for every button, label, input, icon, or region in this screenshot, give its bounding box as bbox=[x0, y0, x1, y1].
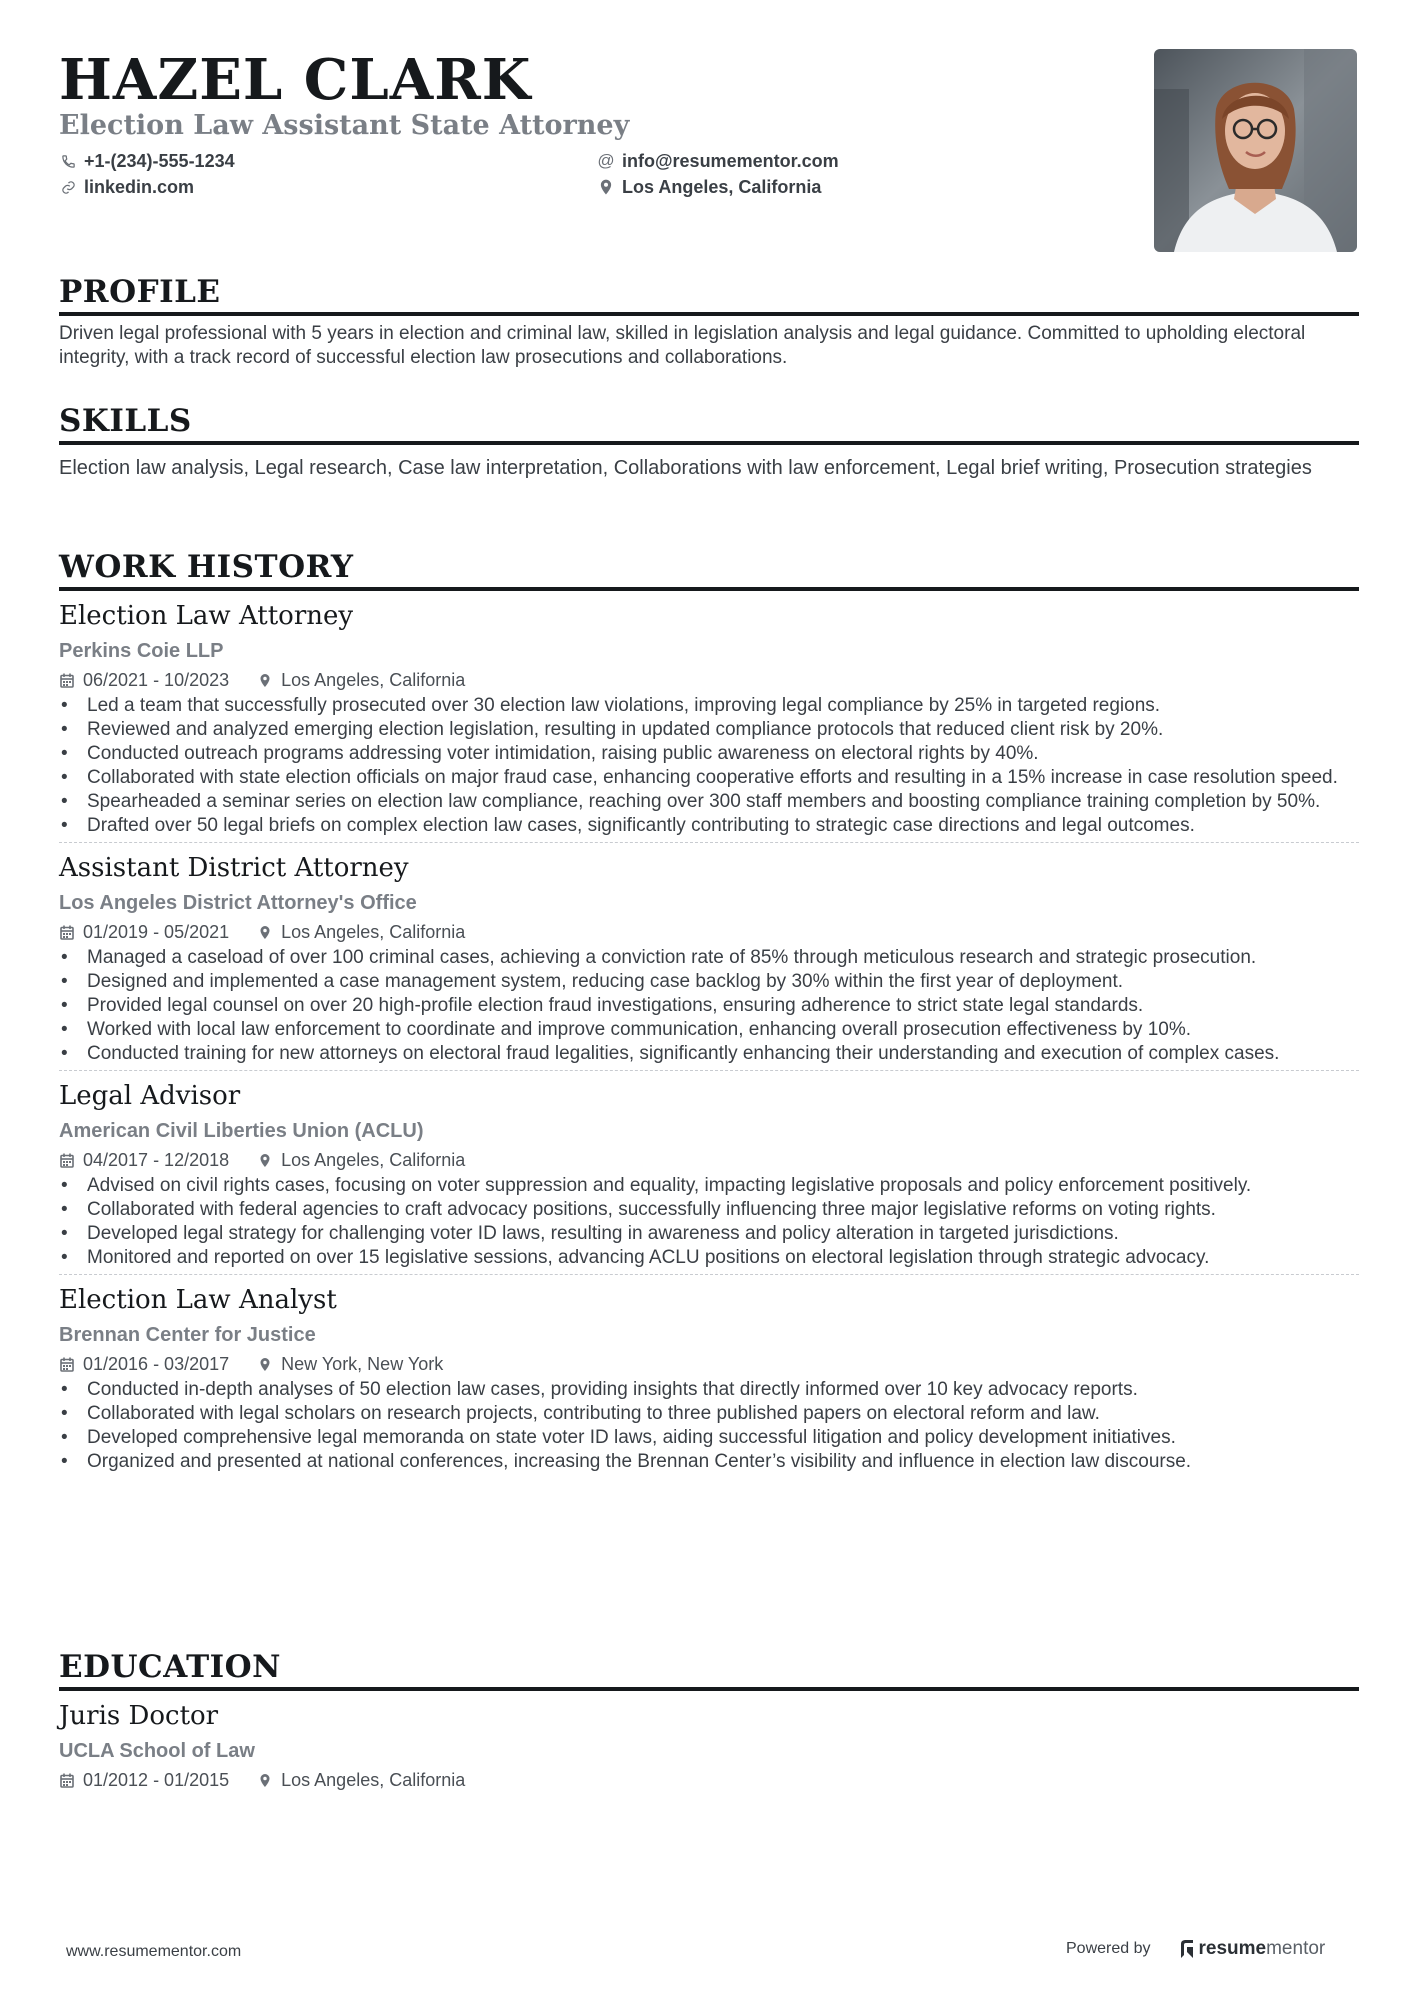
job-dates: 01/2016 - 03/2017 bbox=[83, 1354, 230, 1374]
job-meta bbox=[59, 1352, 1359, 1376]
map-pin-icon bbox=[257, 1152, 273, 1168]
at-icon: @ bbox=[597, 151, 615, 170]
candidate-title: Election Law Assistant State Attorney bbox=[59, 110, 630, 141]
footer-powered-by bbox=[1066, 1938, 1325, 1960]
job-dates: 04/2017 - 12/2018 bbox=[83, 1150, 230, 1170]
job-title: Assistant District Attorney bbox=[59, 853, 409, 883]
skills-section bbox=[59, 403, 1359, 481]
linkedin-text[interactable]: linkedin.com bbox=[84, 177, 195, 197]
job-company: Los Angeles District Attorney's Office bbox=[59, 892, 417, 914]
calendar-icon bbox=[59, 1356, 75, 1372]
school-name: UCLA School of Law bbox=[59, 1740, 255, 1762]
profile-section bbox=[59, 274, 1359, 370]
job-bullet: • Developed comprehensive legal memoranda on state voter ID laws, aiding successful litigation and policy development initiatives. bbox=[59, 1426, 1359, 1450]
education-section bbox=[59, 1649, 1359, 1796]
candidate-name: HAZEL CLARK bbox=[59, 47, 532, 113]
job-dates: 06/2021 - 10/2023 bbox=[83, 670, 230, 690]
contact-left bbox=[59, 148, 235, 200]
job-location-text: Los Angeles, California bbox=[281, 922, 466, 942]
job-location-text: Los Angeles, California bbox=[281, 1150, 466, 1170]
calendar-icon bbox=[59, 672, 75, 688]
resume-header bbox=[59, 0, 1359, 260]
job-bullet: • Designed and implemented a case management system, reducing case backlog by 30% within the first year of deployment. bbox=[59, 970, 1359, 994]
work-history-section bbox=[59, 549, 1359, 1478]
skills-text: Election law analysis, Legal research, Case law interpretation, Collaborations with law enforcement, Legal brief writing, Prosecution strategies bbox=[59, 457, 1312, 479]
brand-logo[interactable] bbox=[1179, 1938, 1326, 1960]
map-pin-icon bbox=[257, 672, 273, 688]
calendar-icon bbox=[59, 924, 75, 940]
education-dates: 01/2012 - 01/2015 bbox=[83, 1770, 230, 1790]
calendar-icon bbox=[59, 1772, 75, 1788]
job-bullet: • Monitored and reported on over 15 legislative sessions, advancing ACLU positions on electoral legislation through strategic advocacy. bbox=[59, 1246, 1359, 1270]
profile-heading: PROFILE bbox=[59, 277, 1359, 316]
job-entry bbox=[59, 591, 1359, 843]
skills-heading: SKILLS bbox=[59, 406, 1359, 445]
contact-phone bbox=[59, 148, 235, 174]
job-entry bbox=[59, 1071, 1359, 1275]
job-bullet: • Conducted outreach programs addressing voter intimidation, raising public awareness on electoral rights by 40%. bbox=[59, 742, 1359, 766]
job-location bbox=[257, 1352, 443, 1376]
education-entry bbox=[59, 1691, 1359, 1796]
calendar-icon bbox=[59, 1152, 75, 1168]
contact-location bbox=[597, 174, 839, 200]
job-bullet: • Conducted in-depth analyses of 50 election law cases, providing insights that directly informed over 10 key advocacy reports. bbox=[59, 1378, 1359, 1402]
location-text: Los Angeles, California bbox=[622, 177, 822, 197]
job-bullet: • Worked with local law enforcement to coordinate and improve communication, enhancing overall prosecution effectiveness by 10%. bbox=[59, 1018, 1359, 1042]
job-title: Legal Advisor bbox=[59, 1081, 241, 1111]
job-bullets bbox=[59, 1174, 1359, 1270]
map-pin-icon bbox=[257, 1772, 273, 1788]
job-title: Election Law Attorney bbox=[59, 601, 354, 631]
job-bullet: • Led a team that successfully prosecuted over 30 election law violations, improving legal compliance by 25% in targeted regions. bbox=[59, 694, 1359, 718]
job-bullets bbox=[59, 946, 1359, 1066]
email-text[interactable]: info@resumementor.com bbox=[622, 151, 839, 171]
brand-light: mentor bbox=[1266, 1938, 1326, 1959]
education-heading: EDUCATION bbox=[59, 1652, 1359, 1691]
job-bullet: • Collaborated with federal agencies to craft advocacy positions, successfully influencing three major legislative reforms on voting rights. bbox=[59, 1198, 1359, 1222]
profile-photo bbox=[1154, 49, 1357, 252]
education-meta bbox=[59, 1768, 1359, 1792]
job-bullet: • Provided legal counsel on over 20 high-profile election fraud investigations, ensuring adherence to strict state legal standards. bbox=[59, 994, 1359, 1018]
job-entry bbox=[59, 843, 1359, 1071]
job-bullets bbox=[59, 694, 1359, 838]
job-bullet: • Organized and presented at national conferences, increasing the Brennan Center’s visibility and influence in election law discourse. bbox=[59, 1450, 1359, 1474]
job-bullets bbox=[59, 1378, 1359, 1474]
work-history-heading: WORK HISTORY bbox=[59, 552, 1359, 591]
job-bullet: • Reviewed and analyzed emerging election legislation, resulting in updated compliance protocols that reduced client risk by 20%. bbox=[59, 718, 1359, 742]
job-meta bbox=[59, 668, 1359, 692]
job-bullet: • Drafted over 50 legal briefs on complex election law cases, significantly contributing to strategic case directions and legal outcomes. bbox=[59, 814, 1359, 838]
job-bullet: • Developed legal strategy for challenging voter ID laws, resulting in awareness and policy alteration in targeted jurisdictions. bbox=[59, 1222, 1359, 1246]
phone-icon bbox=[59, 152, 77, 170]
job-location-text: New York, New York bbox=[281, 1354, 444, 1374]
job-location bbox=[257, 920, 465, 944]
resumementor-logo-icon bbox=[1179, 1939, 1195, 1959]
contact-right bbox=[597, 148, 839, 200]
phone-text: +1-(234)-555-1234 bbox=[84, 151, 235, 171]
job-location-text: Los Angeles, California bbox=[281, 670, 466, 690]
contact-email[interactable] bbox=[597, 148, 839, 174]
job-location bbox=[257, 668, 465, 692]
job-bullet: • Managed a caseload of over 100 criminal cases, achieving a conviction rate of 85% through meticulous research and strategic prosecution. bbox=[59, 946, 1359, 970]
powered-by-text: Powered by bbox=[1066, 1940, 1151, 1957]
job-company: American Civil Liberties Union (ACLU) bbox=[59, 1120, 424, 1142]
education-location bbox=[257, 1768, 465, 1792]
resume-page bbox=[59, 0, 1359, 1790]
job-meta bbox=[59, 1148, 1359, 1172]
job-list bbox=[59, 591, 1359, 1478]
job-entry bbox=[59, 1275, 1359, 1478]
job-company: Brennan Center for Justice bbox=[59, 1324, 316, 1346]
link-icon bbox=[59, 178, 77, 196]
contact-linkedin[interactable] bbox=[59, 174, 235, 200]
job-location bbox=[257, 1148, 465, 1172]
job-bullet: • Collaborated with state election officials on major fraud case, enhancing cooperative efforts and resulting in a 15% increase in case resolution speed. bbox=[59, 766, 1359, 790]
degree-title: Juris Doctor bbox=[59, 1701, 219, 1731]
footer-website[interactable]: www.resumementor.com bbox=[66, 1943, 242, 1960]
job-bullet: • Conducted training for new attorneys on electoral fraud legalities, significantly enhancing their understanding and execution of complex cases. bbox=[59, 1042, 1359, 1066]
job-dates: 01/2019 - 05/2021 bbox=[83, 922, 230, 942]
map-pin-icon bbox=[257, 924, 273, 940]
job-bullet: • Spearheaded a seminar series on election law compliance, reaching over 300 staff members and boosting compliance training completion by 50%. bbox=[59, 790, 1359, 814]
map-pin-icon bbox=[597, 178, 615, 196]
job-company: Perkins Coie LLP bbox=[59, 640, 224, 662]
education-location-text: Los Angeles, California bbox=[281, 1770, 466, 1790]
job-title: Election Law Analyst bbox=[59, 1285, 337, 1315]
brand-bold: resume bbox=[1198, 1938, 1267, 1959]
job-bullet: • Collaborated with legal scholars on research projects, contributing to three published papers on electoral reform and law. bbox=[59, 1402, 1359, 1426]
job-bullet: • Advised on civil rights cases, focusing on voter suppression and equality, impacting legislative proposals and policy enforcement positively. bbox=[59, 1174, 1359, 1198]
map-pin-icon bbox=[257, 1356, 273, 1372]
job-meta bbox=[59, 920, 1359, 944]
profile-text: Driven legal professional with 5 years in election and criminal law, skilled in legislation analysis and legal guidance. Committed to upholding electoral integrity, with a track record of successful election law prosecutions and collaborations. bbox=[59, 323, 1306, 368]
